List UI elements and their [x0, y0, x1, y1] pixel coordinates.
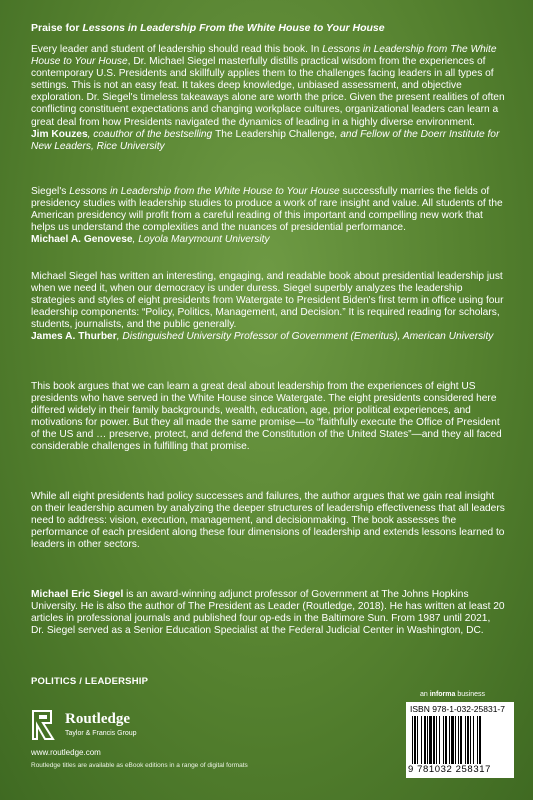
isbn-label: ISBN 978-1-032-25831-7 [410, 704, 505, 714]
barcode-bar [465, 716, 466, 764]
endorser-affiliation: , and Fellow of the Doerr Institute for New Leaders, Rice University [31, 128, 500, 152]
barcode-bar [477, 716, 478, 764]
barcode-bar [417, 716, 418, 764]
endorsement-attribution [31, 331, 506, 343]
barcode-digits: 9 781032 258317 [408, 764, 491, 775]
praise-book-title: Lessons in Leadership From the White House to Your House [82, 22, 385, 34]
author-bio-body: is an award-winning adjunct professor of Government at The Johns Hopkins University. He is also the author of The President as Leader (Routledge, 2018). He has written at least 20 articles in professional journals and published four op-eds in the Baltimore Sun. From 1987 until 2021, Dr. Siegel served as a Senior Education Specialist at the Federal Judicial Center in Washington, DC. [31, 589, 505, 637]
barcode-bar [479, 716, 481, 764]
endorsement-attribution [31, 234, 506, 246]
barcode-bar [429, 716, 432, 764]
description-paragraph: While all eight presidents had policy successes and failures, the author argues that we gain real insight on their leadership acumen by analyzing the deeper structures of leadership effectiveness that all leaders need to address: vision, execution, management, and decisionmaking. The book assesses the performance of each president along these four dimensions of leadership and extends lessons learned to leaders in other sectors. [31, 491, 505, 551]
isbn-barcode [406, 702, 514, 778]
endorsement-genovese [31, 186, 506, 246]
informa-brand: informa [429, 691, 456, 698]
praise-heading [31, 22, 385, 34]
endorsement-text-part: Siegel's [31, 186, 70, 197]
endorser-affiliation: , coauthor of the bestselling [87, 128, 216, 140]
barcode-bar [439, 716, 440, 764]
endorsement-text-part: Every leader and student of leadership should read this book. In [31, 44, 323, 55]
publisher-name: Routledge [65, 711, 130, 727]
informa-pre: an [420, 691, 430, 698]
barcode-bar [473, 716, 474, 764]
author-bio-text [31, 589, 506, 637]
publisher-url: www.routledge.com [31, 748, 101, 757]
endorser-name: James A. Thurber [31, 331, 117, 343]
subject-category: POLITICS / LEADERSHIP [31, 676, 149, 687]
barcode-bar [421, 716, 422, 764]
endorsement-thurber [31, 271, 506, 344]
endorser-affiliation: , Loyola Marymount University [132, 234, 270, 246]
publisher-logo [31, 707, 191, 743]
endorser-affiliation: , Distinguished University Professor of Government (Emeritus), American University [116, 331, 494, 343]
endorsement-text: Michael Siegel has written an interesting, engaging, and readable book about presidential leadership just when we need it, when our democracy is under duress. Siegel superbly analyzes the leadership strategies and styles of eight presidents from Watergate to President Biden's first term in office using four leadership components: “Policy, Politics, Management, and Decision.” It is required reading for scholars, students, journalists, and the public generally. [31, 271, 504, 331]
endorsement-attribution [31, 129, 506, 153]
ebook-note: Routledge titles are available as eBook editions in a range of digital formats [31, 762, 248, 769]
barcode-bar [433, 716, 435, 764]
endorsement-text [31, 186, 506, 234]
barcode-bar [467, 716, 469, 764]
barcode-bars [410, 716, 510, 764]
endorsement-text-part: , Dr. Michael Siegel masterfully distills practical wisdom from the experiences of contemporary U.S. Presidents and skillfully applies them to the challenges facing leaders in all types of settings. This is not an easy feat. It takes deep knowledge, unbiased assessment, and objective exploration. Dr. Siegel's timeless takeaways alone are worth the price. Given the present realities of often conflicting constituent expectations and changing workplace cultures, organizational leaders can learn a great deal from how Presidents navigated the dynamics of leading in a highly diverse environment. [31, 56, 505, 128]
barcode-bar [412, 716, 413, 764]
barcode-bar [424, 716, 426, 764]
barcode-bar [458, 716, 459, 764]
endorsement-kouzes [31, 44, 506, 153]
book-description-1 [31, 381, 506, 454]
barcode-bar [443, 716, 444, 764]
barcode-bar [455, 716, 456, 764]
informa-business-label [420, 691, 485, 698]
author-bio [31, 589, 506, 637]
author-name: Michael Eric Siegel [31, 589, 124, 600]
endorser-work: The Leadership Challenge [215, 128, 335, 140]
description-paragraph: This book argues that we can learn a great deal about leadership from the experiences of eight US presidents who have served in the White House since Watergate. The eight presidents considered here differed widely in their family backgrounds, wealth, education, age, prior political experiences, and motivations for power. But they all made the same promise—to “faithfully execute the Office of President of the US and … preserve, protect, and defend the Constitution of the United States”—and they all faced considerable challenges in fulfilling that promise. [31, 381, 502, 453]
barcode-bar [470, 716, 471, 764]
barcode-bar [451, 716, 454, 764]
barcode-bar [449, 716, 450, 764]
barcode-bar [427, 716, 428, 764]
informa-post: business [455, 691, 485, 698]
endorsement-text [31, 44, 506, 129]
barcode-bar [414, 716, 416, 764]
barcode-bar [460, 716, 462, 764]
praise-label: Praise for [31, 22, 80, 34]
endorsement-text-part: successfully marries the fields of presidency studies with leadership studies to produce a work of rare insight and value. All students of the American presidency will profit from a careful reading of this important and compelling new work that helps us understand the complexities and the nuances of presidential performance. [31, 186, 503, 234]
publisher-group: Taylor & Francis Group [65, 730, 137, 737]
barcode-bar [436, 716, 437, 764]
endorser-name: Michael A. Genovese [31, 234, 133, 246]
routledge-logo-icon [31, 709, 57, 741]
barcode-bar [445, 716, 447, 764]
endorser-name: Jim Kouzes [31, 128, 88, 140]
endorsement-book-title: Lessons in Leadership from the White House to Your House [69, 186, 340, 197]
book-description-2 [31, 491, 506, 551]
endorsement-book-title: Lessons in Leadership from The White House to Your House [31, 44, 497, 68]
